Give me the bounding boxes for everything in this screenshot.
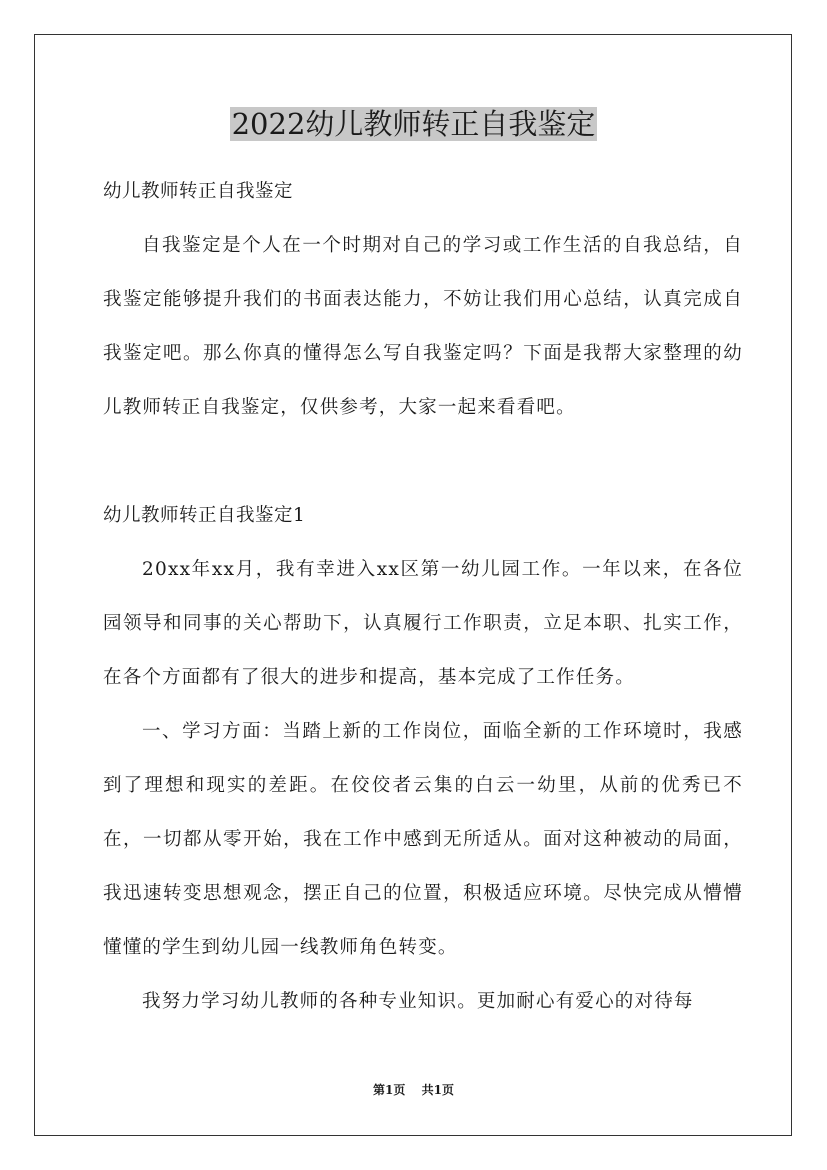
document-title-text: 2022幼儿教师转正自我鉴定 xyxy=(231,107,596,141)
blank-line xyxy=(103,435,743,489)
page-total: 共1页 xyxy=(421,1083,454,1097)
body-paragraph: 一、学习方面：当踏上新的工作岗位，面临全新的工作环境时，我感到了理想和现实的差距。在佼佼者云集的白云一幼里，从前的优秀已不在，一切都从零开始，我在工作中感到无所适从。面对这种被动的局面，我迅速转变思想观念，摆正自己的位置，积极适应环境。尽快完成从懵懵懂懂的学生到幼儿园一线教师角色转变。 xyxy=(103,721,743,958)
document-title xyxy=(0,104,827,144)
page-footer xyxy=(0,1081,827,1098)
page-number: 第1页 xyxy=(373,1083,406,1097)
body-paragraph: 自我鉴定是个人在一个时期对自己的学习或工作生活的自我总结，自我鉴定能够提升我们的书面表达能力，不妨让我们用心总结，认真完成自我鉴定吧。那么你真的懂得怎么写自我鉴定吗？下面是我帮大家整理的幼儿教师转正自我鉴定，仅供参考，大家一起来看看吧。 xyxy=(103,235,743,418)
document-body xyxy=(103,165,743,1029)
section-heading: 幼儿教师转正自我鉴定 xyxy=(103,181,294,202)
body-paragraph: 我努力学习幼儿教师的各种专业知识。更加耐心有爱心的对待每 xyxy=(142,991,694,1012)
body-paragraph: 20xx年xx月，我有幸进入xx区第一幼儿园工作。一年以来，在各位园领导和同事的关心帮助下，认真履行工作职责，立足本职、扎实工作，在各个方面都有了很大的进步和提高，基本完成了工作任务。 xyxy=(103,559,743,688)
section-heading: 幼儿教师转正自我鉴定1 xyxy=(103,505,306,526)
